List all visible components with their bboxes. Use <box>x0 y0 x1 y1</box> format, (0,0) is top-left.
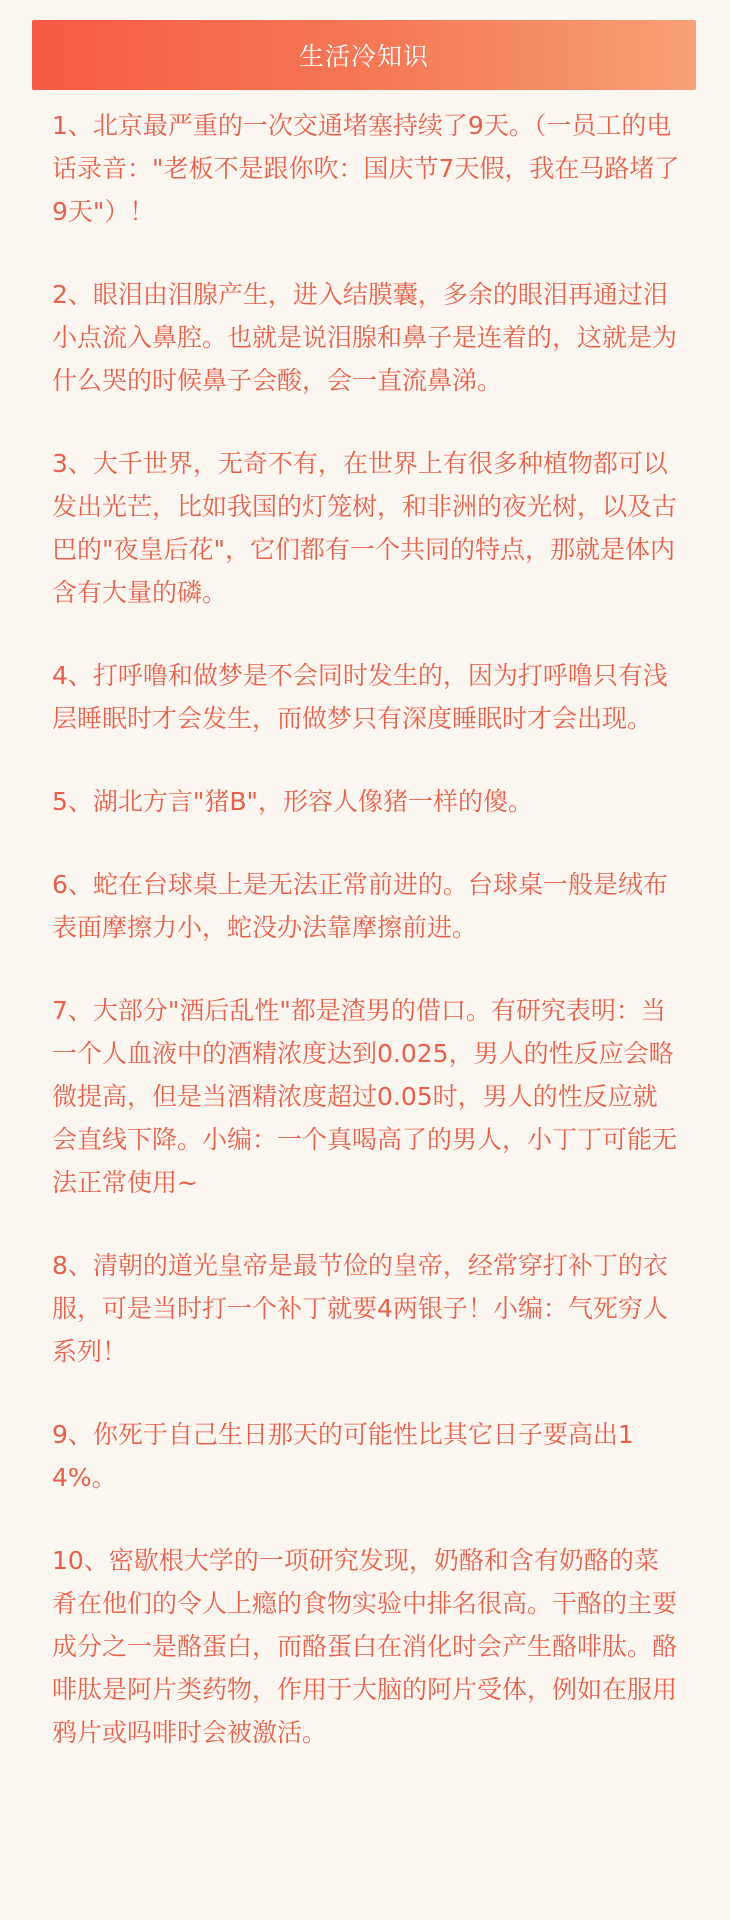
fact-item-10: 10、密歇根大学的一项研究发现，奶酪和含有奶酪的菜肴在他们的令人上瘾的食物实验中排名很高。干酪的主要成分之一是酪蛋白，而酪蛋白在消化时会产生酪啡肽。酪啡肽是阿片类药物，作用于大脑的阿片受体，例如在服用鸦片或吗啡时会被激活。 <box>52 1546 678 1747</box>
fact-item-6: 6、蛇在台球桌上是无法正常前进的。台球桌一般是绒布表面摩擦力小，蛇没办法靠摩擦前进。 <box>52 870 668 942</box>
fact-item-2: 2、眼泪由泪腺产生，进入结膜囊，多余的眼泪再通过泪小点流入鼻腔。也就是说泪腺和鼻子是连着的，这就是为什么哭的时候鼻子会酸，会一直流鼻涕。 <box>52 280 678 395</box>
fact-item-5: 5、湖北方言"猪B"，形容人像猪一样的傻。 <box>52 787 534 816</box>
facts-list <box>52 104 680 1794</box>
fact-item-4: 4、打呼噜和做梦是不会同时发生的，因为打呼噜只有浅层睡眠时才会发生，而做梦只有深度睡眠时才会出现。 <box>52 661 668 733</box>
fact-item-7: 7、大部分"酒后乱性"都是渣男的借口。有研究表明：当一个人血液中的酒精浓度达到0.025，男人的性反应会略微提高，但是当酒精浓度超过0.05时，男人的性反应就会直线下降。小编：一个真喝高了的男人，小丁丁可能无法正常使用~ <box>52 996 678 1197</box>
fact-item-3: 3、大千世界，无奇不有，在世界上有很多种植物都可以发出光芒，比如我国的灯笼树，和非洲的夜光树，以及古巴的"夜皇后花"，它们都有一个共同的特点，那就是体内含有大量的磷。 <box>52 449 678 607</box>
fact-item-1: 1、北京最严重的一次交通堵塞持续了9天。（一员工的电话录音："老板不是跟你吹：国庆节7天假，我在马路堵了9天"）！ <box>52 111 680 226</box>
fact-item-8: 8、清朝的道光皇帝是最节俭的皇帝，经常穿打补丁的衣服，可是当时打一个补丁就要4两银子！小编：气死穷人系列！ <box>52 1251 668 1366</box>
header-title: 生活冷知识 <box>298 42 429 71</box>
section-header <box>32 20 696 90</box>
fact-item-9: 9、你死于自己生日那天的可能性比其它日子要高出14%。 <box>52 1420 634 1492</box>
